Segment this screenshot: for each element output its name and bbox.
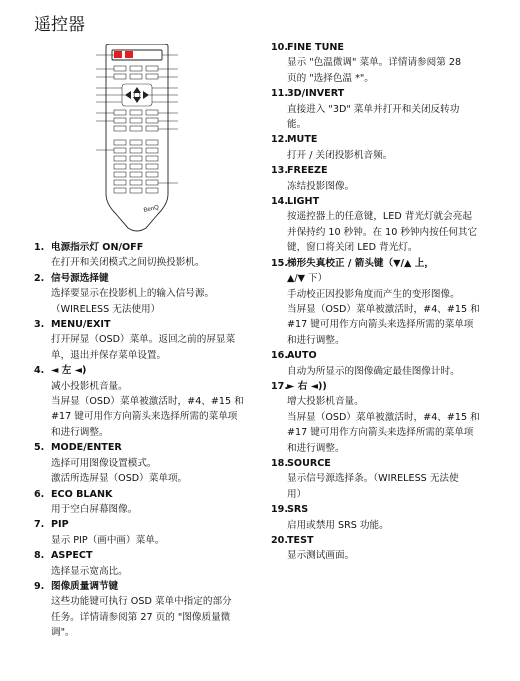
item-heading-text: LIGHT <box>287 196 320 208</box>
item-number: 14. <box>271 196 288 208</box>
function-heading <box>271 256 501 271</box>
function-heading <box>34 487 274 502</box>
function-heading <box>34 548 274 563</box>
item-heading-text: ► 右 ◄)) <box>287 380 327 392</box>
item-number: 1. <box>34 242 45 253</box>
item-heading-text: SOURCE <box>287 457 331 469</box>
item-description-line: #17 键可用作方向箭头来选择所需的菜单项 <box>287 427 474 439</box>
item-description-line: 直接进入 "3D" 菜单并打开和关闭反转功 <box>287 103 460 115</box>
function-heading <box>271 502 501 517</box>
item-description-line: 显示 PIP（画中画）菜单。 <box>51 534 165 546</box>
item-description-line: 当屏显（OSD）菜单被激活时，#4、#15 和 <box>287 303 480 315</box>
item-number: 3. <box>34 319 45 331</box>
item-description-line: #17 键可用作方向箭头来选择所需的菜单项 <box>51 411 238 423</box>
item-number: 9. <box>34 580 45 592</box>
item-description-line: 选择显示宽高比。 <box>51 565 128 577</box>
item-number: 15. <box>271 257 288 269</box>
function-item <box>34 240 274 271</box>
function-heading <box>34 363 274 378</box>
item-description-line: 手动校正因投影角度而产生的变形图像。 <box>287 288 460 300</box>
item-heading-text: FINE TUNE <box>287 42 344 53</box>
item-description-line: 调"。 <box>51 627 75 639</box>
item-description-line: 并保持约 10 秒钟。在 10 秒钟内按任何其它 <box>287 226 478 238</box>
function-item <box>271 348 501 379</box>
function-item <box>34 440 274 486</box>
item-description-line: 当屏显（OSD）菜单被激活时，#4、#15 和 <box>51 396 244 408</box>
item-description-line: 页的 "选择色温 *"。 <box>287 72 374 84</box>
item-description-line: 打开 / 关闭投影机音频。 <box>287 149 393 161</box>
function-heading <box>271 163 501 178</box>
function-item <box>271 379 501 456</box>
item-description-line: 和进行调整。 <box>287 334 345 346</box>
function-heading <box>34 271 274 286</box>
function-heading <box>34 579 274 594</box>
item-number: 13. <box>271 165 288 177</box>
remote-control-illustration <box>96 44 178 234</box>
item-description-line: 这些功能键可执行 OSD 菜单中指定的部分 <box>51 596 232 608</box>
item-description-line: 打开屏显（OSD）菜单。返回之前的屏显菜 <box>51 334 236 346</box>
function-heading <box>271 348 501 363</box>
item-description-line: 增大投影机音量。 <box>287 396 364 408</box>
function-item <box>271 456 501 502</box>
item-number: 20. <box>271 535 288 546</box>
item-description-line: 选择要显示在投影机上的输入信号源。 <box>51 288 215 300</box>
function-item <box>271 132 501 163</box>
function-heading <box>271 379 501 394</box>
item-heading-text: MUTE <box>287 134 318 146</box>
function-heading <box>34 317 274 332</box>
right-column <box>271 40 501 564</box>
item-description-line: 当屏显（OSD）菜单被激活时，#4、#15 和 <box>287 411 480 423</box>
item-description-line: 显示测试画面。 <box>287 550 355 562</box>
left-column <box>34 240 274 641</box>
item-description-line: 键，窗口将关闭 LED 背光灯。 <box>287 242 418 254</box>
item-description-line: （WIRELESS 无法使用） <box>51 303 161 315</box>
item-number: 8. <box>34 550 45 562</box>
item-description-line: 按遥控器上的任意键，LED 背光灯就会亮起 <box>287 211 472 223</box>
function-item <box>34 363 274 440</box>
item-number: 18. <box>271 457 288 469</box>
function-item <box>34 317 274 363</box>
item-number: 7. <box>34 519 45 531</box>
item-description-line: 用于空白屏幕图像。 <box>51 503 138 515</box>
item-description-line: 单，退出并保存菜单设置。 <box>51 349 167 361</box>
item-description-line: 能。 <box>287 119 307 131</box>
function-heading <box>271 132 501 147</box>
item-description-line: 用） <box>287 488 307 500</box>
item-number: 4. <box>34 365 45 377</box>
function-item <box>34 271 274 317</box>
function-item <box>271 163 501 194</box>
item-heading-text: MODE/ENTER <box>51 442 122 454</box>
item-heading-text: AUTO <box>287 350 317 362</box>
item-number: 19. <box>271 504 288 516</box>
item-heading-text: 3D/INVERT <box>287 88 345 100</box>
item-heading-text: 电源指示灯 ON/OFF <box>51 242 144 253</box>
item-heading-text: SRS <box>287 504 309 516</box>
item-number: 6. <box>34 488 45 500</box>
function-item <box>34 487 274 518</box>
item-description-line: #17 键可用作方向箭头来选择所需的菜单项 <box>287 319 474 331</box>
item-description-line: 任务。详情请参阅第 27 页的 "图像质量微 <box>51 611 231 623</box>
power-button-icon <box>114 51 122 58</box>
item-number: 10. <box>271 42 288 53</box>
function-item <box>271 194 501 256</box>
function-heading <box>271 86 501 101</box>
function-item <box>34 517 274 548</box>
function-heading <box>271 40 501 55</box>
function-item <box>271 533 501 564</box>
item-heading-text: ECO BLANK <box>51 488 113 500</box>
item-description-line: 在打开和关闭模式之间切换投影机。 <box>51 257 205 269</box>
function-item <box>271 502 501 533</box>
item-description-line: 和进行调整。 <box>287 442 345 454</box>
item-description-line: 启用或禁用 SRS 功能。 <box>287 519 389 531</box>
item-description-line: 显示 "色温微调" 菜单。详情请参阅第 28 <box>287 57 462 69</box>
item-description-line: ▲/▼ 下） <box>287 273 328 285</box>
page-title: 遥控器 <box>34 15 85 35</box>
item-heading-text: 梯形失真校正 / 箭头键（▼/▲ 上， <box>287 257 434 269</box>
item-heading-text: 图像质量调节键 <box>51 580 119 592</box>
function-heading <box>271 194 501 209</box>
remote-brand-logo: BenQ <box>143 204 160 214</box>
item-number: 2. <box>34 272 45 284</box>
function-item <box>34 548 274 579</box>
item-number: 12. <box>271 134 288 146</box>
function-item <box>271 40 501 86</box>
item-description-line: 显示信号源选择条。（WIRELESS 无法使 <box>287 473 459 485</box>
function-heading <box>34 440 274 455</box>
item-description-line: 激活所选屏显（OSD）菜单项。 <box>51 473 188 485</box>
item-heading-text: TEST <box>287 535 314 546</box>
item-heading-text: FREEZE <box>287 165 328 177</box>
function-heading <box>34 517 274 532</box>
item-number: 16. <box>271 350 288 362</box>
item-description-line: 选择可用图像设置模式。 <box>51 457 157 469</box>
function-item <box>34 579 274 641</box>
item-heading-text: ◄ 左 ◄) <box>51 365 87 377</box>
function-item <box>271 256 501 348</box>
item-heading-text: 信号源选择键 <box>51 272 109 284</box>
item-number: 11. <box>271 88 288 100</box>
item-description-line: 和进行调整。 <box>51 426 109 438</box>
item-number: 5. <box>34 442 45 454</box>
item-heading-text: PIP <box>51 519 69 531</box>
item-description-line: 自动为所显示的图像确定最佳图像计时。 <box>287 365 460 377</box>
item-description-line: 冻结投影图像。 <box>287 180 355 192</box>
function-heading <box>34 240 274 255</box>
function-heading <box>271 456 501 471</box>
item-heading-text: ASPECT <box>51 550 93 562</box>
item-number: 17. <box>271 380 288 392</box>
function-item <box>271 86 501 132</box>
item-description-line: 减小投影机音量。 <box>51 380 128 392</box>
function-heading <box>271 533 501 548</box>
item-heading-text: MENU/EXIT <box>51 319 111 331</box>
